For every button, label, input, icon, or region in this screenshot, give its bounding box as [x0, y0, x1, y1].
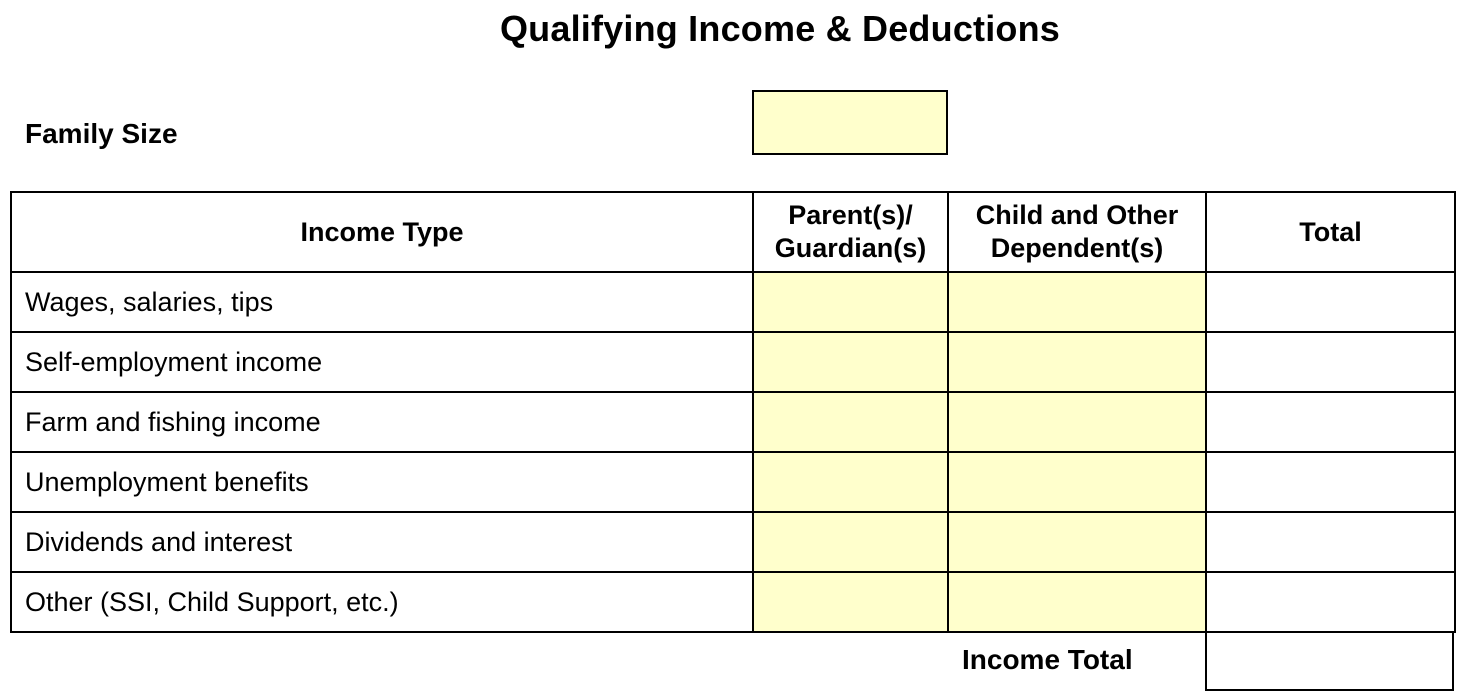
child-income-input[interactable] [949, 529, 1205, 555]
income-table [10, 191, 1456, 633]
parent-income-input[interactable] [754, 529, 947, 555]
row-total-cell [1206, 392, 1455, 452]
table-row [11, 512, 1455, 572]
row-label: Dividends and interest [11, 512, 753, 572]
table-row [11, 452, 1455, 512]
row-total-cell [1206, 272, 1455, 332]
page-title: Qualifying Income & Deductions [499, 8, 1061, 49]
header-parent-guardian: Parent(s)/ Guardian(s) [753, 192, 948, 272]
table-row [11, 272, 1455, 332]
child-income-input[interactable] [949, 409, 1205, 435]
header-total: Total [1206, 192, 1455, 272]
table-row [11, 572, 1455, 632]
parent-income-input[interactable] [754, 409, 947, 435]
table-row [11, 392, 1455, 452]
table-row [11, 332, 1455, 392]
row-label: Other (SSI, Child Support, etc.) [11, 572, 753, 632]
row-total-cell [1206, 332, 1455, 392]
family-size-input[interactable] [752, 90, 948, 155]
parent-income-input[interactable] [754, 469, 947, 495]
header-child-dependent: Child and Other Dependent(s) [948, 192, 1206, 272]
table-header-row [11, 192, 1455, 272]
family-size-label: Family Size [25, 118, 178, 149]
child-income-input[interactable] [949, 589, 1205, 615]
header-income-type: Income Type [11, 192, 753, 272]
row-total-cell [1206, 512, 1455, 572]
row-label: Farm and fishing income [11, 392, 753, 452]
child-income-input[interactable] [949, 469, 1205, 495]
parent-income-input[interactable] [754, 349, 947, 375]
child-income-input[interactable] [949, 289, 1205, 315]
parent-income-input[interactable] [754, 589, 947, 615]
row-label: Self-employment income [11, 332, 753, 392]
income-total-value [1205, 631, 1454, 691]
parent-income-input[interactable] [754, 289, 947, 315]
row-label: Wages, salaries, tips [11, 272, 753, 332]
row-total-cell [1206, 452, 1455, 512]
child-income-input[interactable] [949, 349, 1205, 375]
income-total-label: Income Total [962, 644, 1133, 675]
row-total-cell [1206, 572, 1455, 632]
row-label: Unemployment benefits [11, 452, 753, 512]
